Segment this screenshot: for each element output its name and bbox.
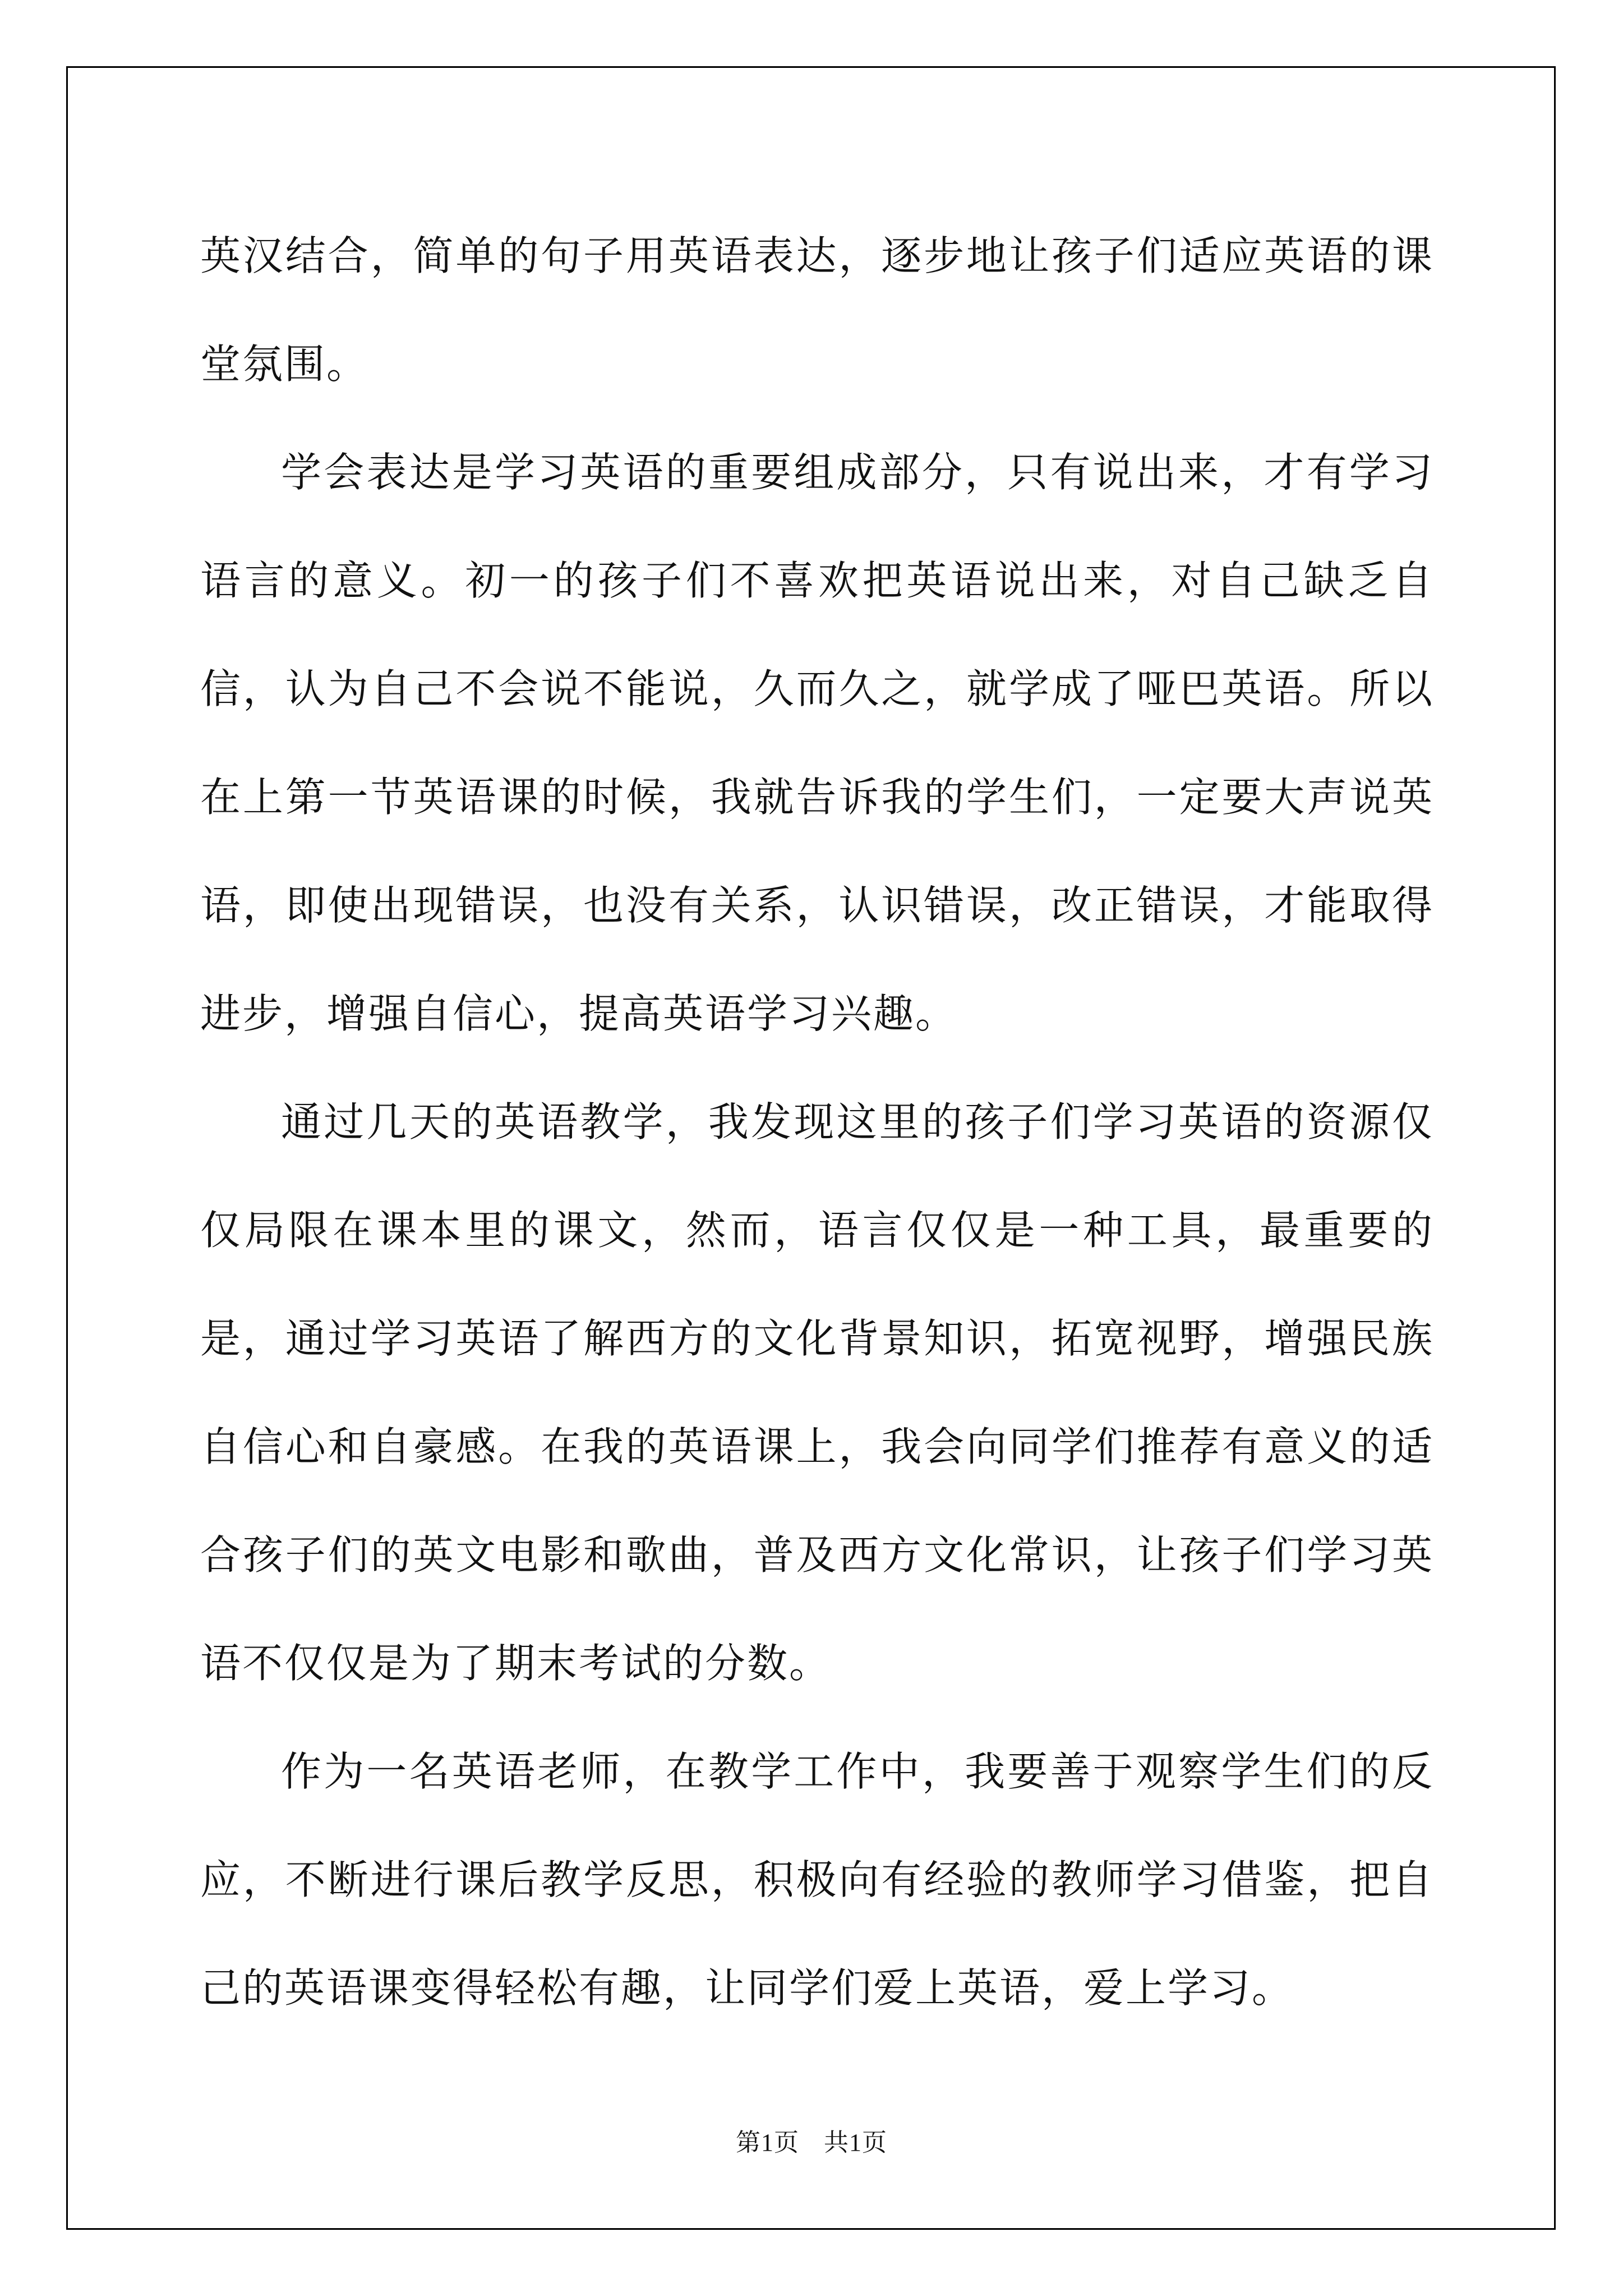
paragraph-1: 英汉结合，简单的句子用英语表达，逐步地让孩子们适应英语的课堂氛围。 [200,232,1434,388]
paragraph-2: 学会表达是学习英语的重要组成部分，只有说出来，才有学习语言的意义。初一的孩子们不喜欢把英语说出来，对自己缺乏自信，认为自己不会说不能说，久而久之，就学成了哑巴英语。所以在上第一节英语课的时候，我就告诉我的学生们，一定要大声说英语，即使出现错误，也没有关系，认识错误，改正错误，才能取得进步，增强自信心，提高英语学习兴趣。 [200,449,1434,1037]
page-number: 第1页 [736,2129,799,2156]
document-body [200,202,1434,2042]
paragraph-4: 作为一名英语老师，在教学工作中，我要善于观察学生们的反应，不断进行课后教学反思，积极向有经验的教师学习借鉴，把自己的英语课变得轻松有趣，让同学们爱上英语，爱上学习。 [200,1748,1434,2012]
paragraph-3: 通过几天的英语教学，我发现这里的孩子们学习英语的资源仅仅局限在课本里的课文，然而，语言仅仅是一种工具，最重要的是，通过学习英语了解西方的文化背景知识，拓宽视野，增强民族自信心和自豪感。在我的英语课上，我会向同学们推荐有意义的适合孩子们的英文电影和歌曲，普及西方文化常识，让孩子们学习英语不仅仅是为了期末考试的分数。 [200,1098,1434,1687]
page-footer [0,2122,1623,2158]
page-total: 共1页 [824,2129,887,2156]
